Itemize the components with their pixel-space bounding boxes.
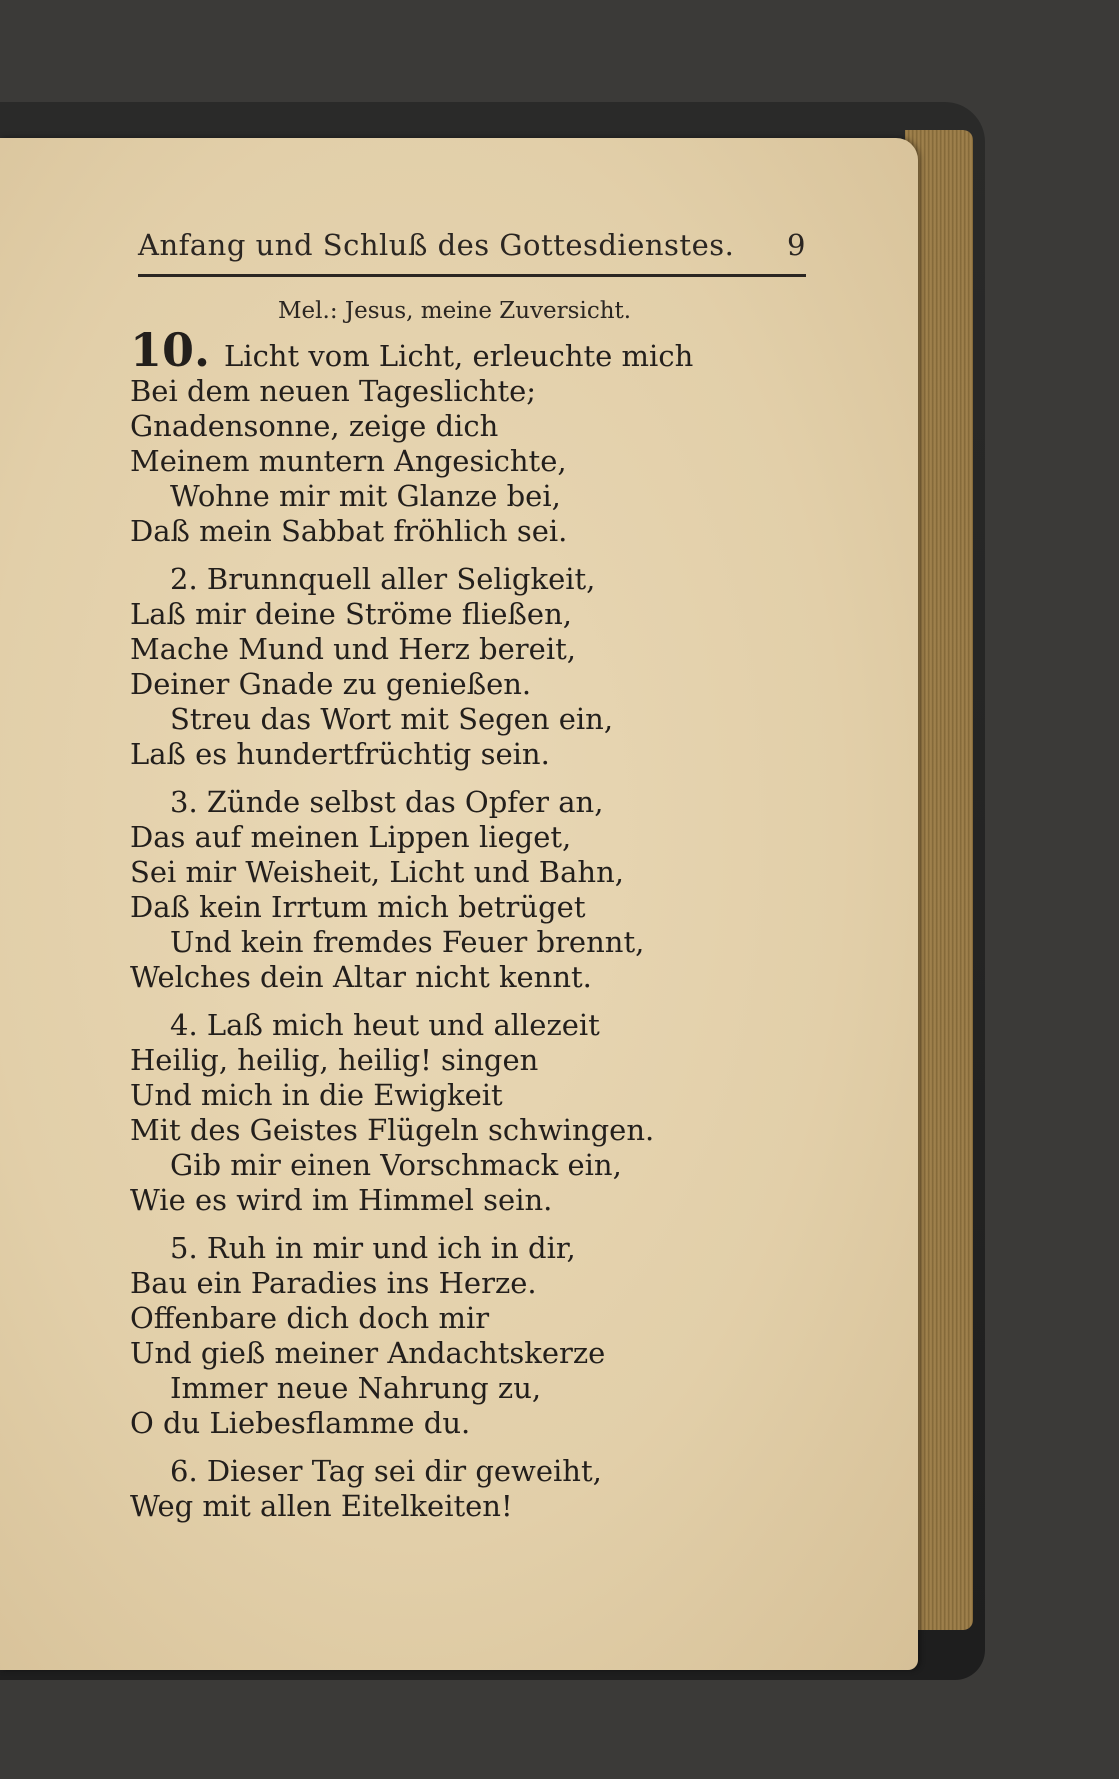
verse-line <box>130 785 770 820</box>
verse-line: Wohne mir mit Glanze bei, <box>170 479 561 513</box>
verse-line: Sei mir Weisheit, Licht und Bahn, <box>130 855 624 889</box>
verse-line: Laß mir deine Ströme fließen, <box>130 597 572 631</box>
verse-line: Das auf meinen Lippen lieget, <box>130 820 572 854</box>
verse-line: Gnadensonne, zeige dich <box>130 409 499 443</box>
verse <box>130 1454 770 1524</box>
hymn-number: 10. <box>130 323 211 377</box>
verse-line: Daß mein Sabbat fröhlich sei. <box>130 514 568 548</box>
header-rule <box>138 274 806 277</box>
melody-note: Mel.: Jesus, meine Zuversicht. <box>278 298 632 324</box>
verse-line: Offenbare dich doch mir <box>130 1301 490 1335</box>
verse <box>130 1008 770 1218</box>
verse-line: Mache Mund und Herz bereit, <box>130 632 576 666</box>
header-title: Anfang und Schluß des Gottesdienstes. <box>138 228 735 262</box>
verse-line: Und gieß meiner Andachtskerze <box>130 1336 606 1370</box>
verse-line: Weg mit allen Eitelkeiten! <box>130 1489 513 1523</box>
verse-line: Und kein fremdes Feuer brennt, <box>170 925 645 959</box>
verse-line: Immer neue Nahrung zu, <box>170 1371 542 1405</box>
verse-line: Meinem muntern Angesichte, <box>130 444 567 478</box>
verse-line <box>130 562 770 597</box>
verse-line <box>130 1008 770 1043</box>
verse-line: Und mich in die Ewigkeit <box>130 1078 503 1112</box>
verse-line: Daß kein Irrtum mich betrüget <box>130 890 586 924</box>
verse-line: Bei dem neuen Tageslichte; <box>130 374 537 408</box>
verse-line: O du Liebesflamme du. <box>130 1406 471 1440</box>
verse <box>130 323 770 549</box>
verse-line: Bau ein Paradies ins Herze. <box>130 1266 537 1300</box>
verse-number: 6. <box>170 1454 207 1488</box>
verse-line: Deiner Gnade zu genießen. <box>130 667 532 701</box>
verse-number: 4. <box>170 1008 207 1042</box>
line-text: Brunnquell aller Seligkeit, <box>206 562 596 596</box>
verse <box>130 785 770 995</box>
verse-line: Gib mir einen Vorschmack ein, <box>170 1148 622 1182</box>
verse-line: Wie es wird im Himmel sein. <box>130 1183 553 1217</box>
line-text: Licht vom Licht, erleuchte mich <box>224 339 694 373</box>
verse-line <box>130 1454 770 1489</box>
verse <box>130 562 770 772</box>
line-text: Zünde selbst das Opfer an, <box>206 785 604 819</box>
verse-line: Streu das Wort mit Segen ein, <box>170 702 614 736</box>
line-text: Ruh in mir und ich in dir, <box>206 1231 576 1265</box>
line-text: Laß mich heut und allezeit <box>206 1008 600 1042</box>
verse-line <box>130 1231 770 1266</box>
running-header <box>138 228 806 262</box>
verse-line: Mit des Geistes Flügeln schwingen. <box>130 1113 655 1147</box>
page-number: 9 <box>787 228 806 262</box>
verse-number: 2. <box>170 562 207 596</box>
verse-line: Heilig, heilig, heilig! singen <box>130 1043 539 1077</box>
verse-number: 5. <box>170 1231 207 1265</box>
verse-line: Welches dein Altar nicht kennt. <box>130 960 592 994</box>
verse-number: 3. <box>170 785 207 819</box>
verse-line: Laß es hundertfrüchtig sein. <box>130 737 550 771</box>
line-text: Dieser Tag sei dir geweiht, <box>206 1454 602 1488</box>
verse <box>130 1231 770 1441</box>
verse-line <box>130 323 770 377</box>
hymn-text <box>130 323 770 1537</box>
